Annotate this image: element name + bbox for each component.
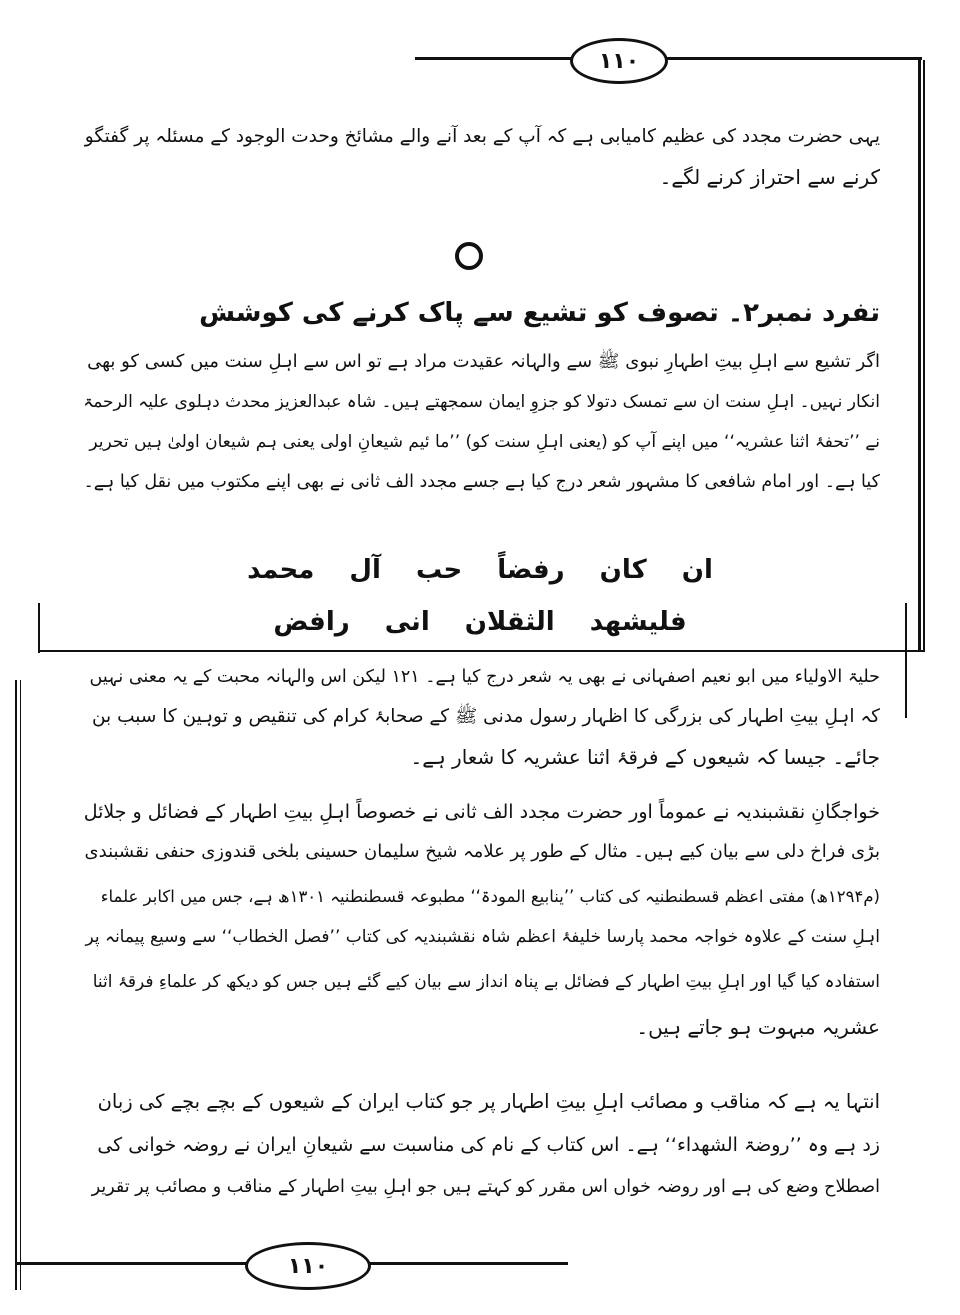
para4-line-2: زد ہے وہ ’’روضۃ الشھداء‘‘ ہے۔ اس کتاب کے نام کی مناسبت سے شیعانِ ایران نے روضہ خوانی کی [97, 1134, 880, 1156]
section-separator-circle [455, 242, 483, 270]
right-border [918, 57, 921, 652]
para1-line-4: کیا ہے۔ اور امام شافعی کا مشہور شعر درج کیا ہے جسے مجدد الف ثانی نے بھی اپنے مکتوب میں نقل کیا ہے۔ [83, 472, 880, 492]
para3-line-4: اہلِ سنت کے علاوہ خواجہ محمد پارسا خلیفۂ اعظم شاہ نقشبندیہ کی کتاب ’’فصل الخطاب‘‘ سے وسیع پیمانہ پر [85, 927, 880, 947]
verse-line-1: ان کان رفضاً حب آل محمد [247, 555, 713, 585]
para3-line-5: استفادہ کیا گیا اور اہلِ بیتِ اطہار کے فضائل بے پناہ انداز سے بیان کیے گئے ہیں جس کو دیکھ کر علماءِ فرقۂ اثنا [92, 972, 880, 992]
para1-line-1: اگر تشیع سے اہلِ بیتِ اطہارِ نبوی ﷺ سے والہانہ عقیدت مراد ہے تو اس سے اہلِ سنت میں کسی کو بھی [87, 351, 880, 372]
header-page-number [570, 38, 668, 84]
left-top-tick [38, 603, 40, 653]
intro-line-1: یہی حضرت مجدد کی عظیم کامیابی ہے کہ آپ کے بعد آنے والے مشائخ وحدت الوجود کے مسئلہ پر گفتگو [84, 126, 880, 147]
mid-right-border [905, 603, 907, 718]
left-border-inner [20, 680, 21, 1290]
footer-page-number [245, 1242, 371, 1290]
para2-line-2: کہ اہلِ بیتِ اطہار کی بزرگی کا اظہار رسول مدنی ﷺ کے صحابۂ کرام کی تنقیص و توہین کا سبب بن [91, 706, 880, 727]
para2-line-3: جائے۔ جیسا کہ شیعوں کے فرقۂ اثنا عشریہ کا شعار ہے۔ [410, 745, 880, 769]
section-heading: تفرد نمبر۲۔ تصوف کو تشیع سے پاک کرنے کی کوشش [199, 298, 880, 328]
para4-line-3: اصطلاح وضع کی ہے اور روضہ خواں اس مقرر کو کہتے ہیں جو اہلِ بیتِ اطہار کے مناقب و مصائب پر تقریر [91, 1177, 880, 1197]
intro-line-2: کرنے سے احتراز کرنے لگے۔ [659, 165, 880, 189]
bottom-rule-right [368, 1262, 568, 1265]
para2-line-1: حلیۃ الاولیاء میں ابو نعیم اصفہانی نے بھی یہ شعر درج کیا ہے۔ ۱۲۱ لیکن اس والہانہ محبت کے یہ معنی نہیں [89, 667, 880, 687]
para3-line-2: بڑی فراخ دلی سے بیان کیے ہیں۔ مثال کے طور پر علامہ شیخ سلیمان حسینی بلخی قندوزی حنفی نقشبندی [84, 841, 880, 862]
para3-line-6: عشریہ مبہوت ہو جاتے ہیں۔ [636, 1015, 880, 1039]
left-border [15, 680, 17, 1290]
footer-page-number-text: ١١٠ [287, 1253, 329, 1279]
para4-line-1: انتہا یہ ہے کہ مناقب و مصائب اہلِ بیتِ اطہار پر جو کتاب ایران کے شیعوں کے بچے بچے کی زبان [97, 1090, 880, 1113]
header-page-number-text: ١١٠ [598, 48, 640, 74]
para1-line-2: انکار نہیں۔ اہلِ سنت ان سے تمسک دتولا کو جزوِ ایمان سمجھتے ہیں۔ شاہ عبدالعزیز محدث دہلوی علیہ الرحمۃ [83, 392, 880, 412]
top-rule-left [415, 57, 573, 60]
right-border-inner [923, 60, 925, 652]
para3-line-1: خواجگانِ نقشبندیہ نے عموماً اور حضرت مجدد الف ثانی نے خصوصاً اہلِ بیتِ اطہار کے فضائل و جلائل [83, 801, 880, 823]
middle-rule [40, 650, 925, 652]
para3-line-3: (م۱۲۹۴ھ) مفتی اعظم قسطنطنیہ کی کتاب ’’ینابیع المودۃ‘‘ مطبوعہ قسطنطنیہ ۱۳۰۱ھ ہے، جس میں اکابر علماء [100, 887, 880, 906]
bottom-rule-left [15, 1262, 247, 1265]
verse-line-2: فلیشھد الثقلان انی رافض [273, 607, 687, 637]
top-rule-right [666, 57, 922, 60]
para1-line-3: نے ’’تحفۂ اثنا عشریہ‘‘ میں اپنے آپ کو (یعنی اہلِ سنت کو) ’’ما ئیم شیعانِ اولی یعنی ہم شیعان اولیٰ ہیں تحریر [89, 432, 880, 452]
